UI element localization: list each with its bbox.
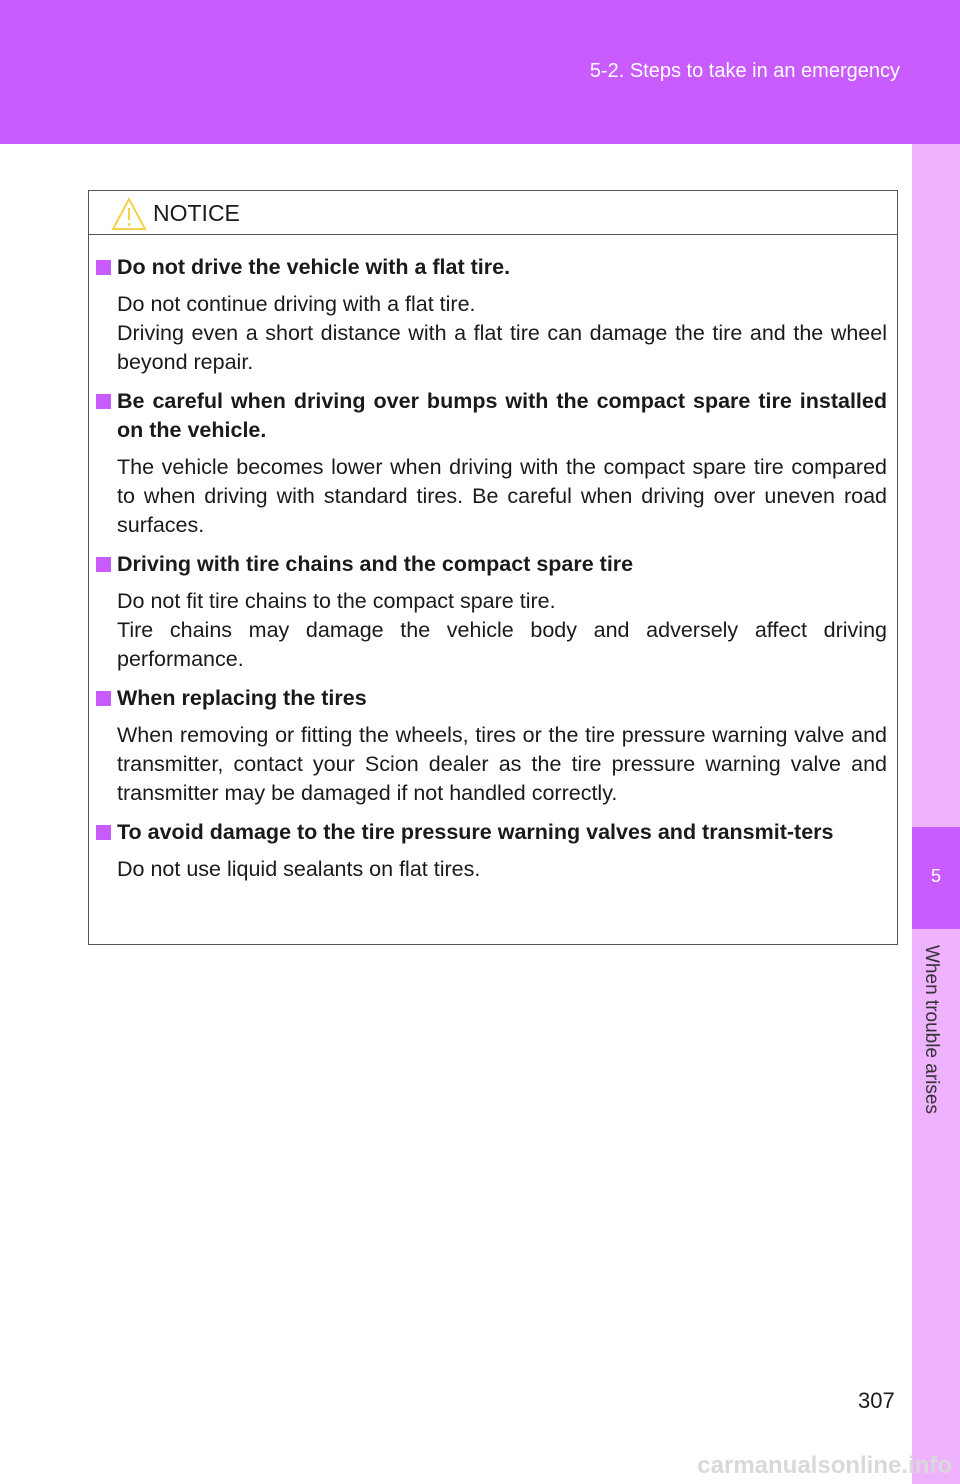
notice-item-heading-text: To avoid damage to the tire pressure warning valves and transmit-ters [117, 820, 834, 844]
notice-item-heading [89, 818, 887, 847]
notice-item-heading [89, 253, 887, 282]
chapter-label: When trouble arises [921, 945, 942, 1114]
square-bullet-icon [96, 691, 111, 706]
notice-item-heading [89, 550, 887, 579]
square-bullet-icon [96, 557, 111, 572]
square-bullet-icon [96, 394, 111, 409]
notice-item [89, 818, 887, 884]
notice-item [89, 684, 887, 808]
notice-header [89, 191, 897, 235]
notice-item [89, 253, 887, 377]
notice-item-paragraph: When removing or fitting the wheels, tires or the tire pressure warning valve and transmitter, contact your Scion dealer as the tire pressure warning valve and transmitter may be damaged if not handled correctly. [117, 723, 887, 805]
notice-item-paragraph: Do not use liquid sealants on flat tires. [117, 857, 481, 881]
notice-item-heading-text: Do not drive the vehicle with a flat tire. [117, 255, 511, 279]
square-bullet-icon [96, 825, 111, 840]
notice-item-heading [89, 684, 887, 713]
notice-item-heading-text: Be careful when driving over bumps with the compact spare tire installed on the vehicle. [117, 389, 887, 442]
notice-item-paragraph: Do not fit tire chains to the compact spare tire. [117, 589, 556, 613]
notice-item-heading [89, 387, 887, 445]
square-bullet-icon [96, 260, 111, 275]
chapter-side-tab [912, 144, 960, 1484]
section-title: 5-2. Steps to take in an emergency [589, 60, 900, 82]
notice-item-heading-text: When replacing the tires [117, 686, 367, 710]
notice-item-paragraph: The vehicle becomes lower when driving with the compact spare tire compared to when driving with standard tires. Be careful when driving over uneven road surfaces. [117, 455, 887, 537]
page-number: 307 [858, 1388, 895, 1413]
chapter-number: 5 [930, 866, 941, 886]
notice-item-paragraph: Do not continue driving with a flat tire. [117, 292, 476, 316]
notice-item-paragraph: Driving even a short distance with a flat tire can damage the tire and the wheel beyond repair. [117, 321, 887, 374]
notice-item-paragraph: Tire chains may damage the vehicle body and adversely affect driving performance. [117, 618, 887, 671]
notice-title: NOTICE [153, 200, 240, 226]
notice-body [89, 235, 897, 884]
watermark: carmanualsonline.info [697, 1452, 952, 1479]
notice-item [89, 387, 887, 540]
notice-box [88, 190, 898, 945]
notice-item [89, 550, 887, 674]
notice-item-heading-text: Driving with tire chains and the compact spare tire [117, 552, 634, 576]
warning-triangle-icon [111, 197, 147, 231]
